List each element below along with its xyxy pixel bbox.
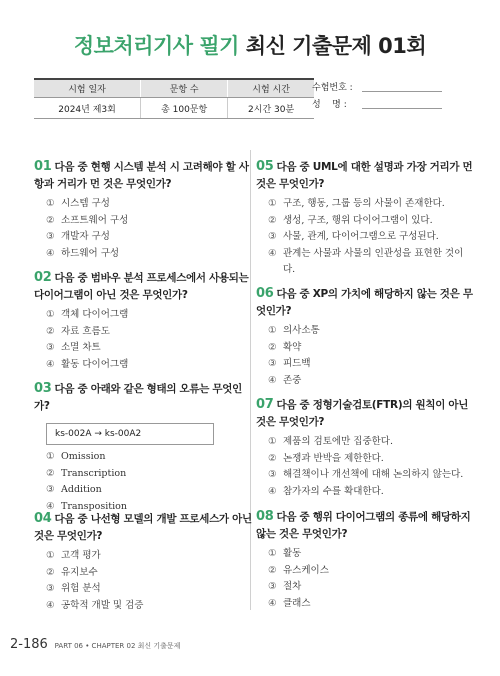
option[interactable]: ② 생성, 구조, 행위 다이어그램이 있다. [268, 214, 433, 226]
question-number: 03 [34, 381, 52, 396]
value-exam-time: 2시간 30분 [228, 98, 314, 119]
option[interactable]: ④ 클래스 [268, 597, 311, 609]
option[interactable]: ④ 하드웨어 구성 [46, 247, 120, 259]
examinee-number-label: 수험번호 : [312, 83, 353, 93]
question-number: 07 [256, 397, 274, 412]
option[interactable]: ① 객체 다이어그램 [46, 309, 129, 320]
question-stem: 다음 중 UML에 대한 설명과 가장 거리가 먼 것은 무엇인가? [256, 161, 473, 190]
question-stem: 다음 중 행위 다이어그램의 종류에 해당하지 않는 것은 무엇인가? [256, 511, 471, 540]
option[interactable]: ② 소프트웨어 구성 [46, 214, 129, 226]
question-06 [256, 285, 474, 389]
value-exam-date: 2024년 제3회 [34, 98, 141, 119]
page-footer [10, 637, 180, 652]
question-number: 02 [34, 270, 52, 285]
value-question-count: 총 100문항 [141, 98, 228, 119]
option[interactable]: ② Transcription [46, 467, 127, 479]
option[interactable]: ④ 참가자의 수를 확대한다. [268, 485, 384, 497]
question-07 [256, 396, 474, 500]
option[interactable]: ④ 공학적 개발 및 검증 [46, 599, 144, 611]
error-example-box: ks-002A → ks-00A2 [46, 423, 214, 445]
question-number: 06 [256, 286, 274, 301]
option[interactable]: ② 논쟁과 반박을 제한한다. [268, 452, 384, 464]
title-subject: 정보처리기사 필기 [73, 34, 239, 58]
option[interactable]: ④ 존중 [268, 374, 302, 386]
option[interactable]: ③ 사물, 관계, 다이어그램으로 구성된다. [268, 231, 439, 242]
option[interactable]: ① 의사소통 [268, 325, 320, 336]
option[interactable]: ③ 위험 분석 [46, 583, 101, 594]
question-stem: 다음 중 범바우 분석 프로세스에서 사용되는 다이어그램이 아닌 것은 무엇인가? [34, 272, 249, 301]
question-number: 08 [256, 509, 274, 524]
question-04 [34, 510, 252, 614]
question-stem: 다음 중 아래와 같은 형태의 오류는 무엇인가? [34, 383, 242, 412]
option[interactable]: ① 구조, 행동, 그룹 등의 사물이 존재한다. [268, 198, 445, 209]
question-stem: 다음 중 나선형 모델의 개발 프로세스가 아닌 것은 무엇인가? [34, 513, 252, 542]
chapter-label: PART 06 • CHAPTER 02 최신 기출문제 [54, 642, 181, 650]
examinee-number-field[interactable] [312, 80, 353, 93]
question-stem: 다음 중 정형기술검토(FTR)의 원칙이 아닌 것은 무엇인가? [256, 399, 469, 428]
question-stem: 다음 중 현행 시스템 분석 시 고려해야 할 사항과 거리가 먼 것은 무엇인가? [34, 161, 249, 190]
question-number: 05 [256, 159, 274, 174]
option[interactable]: ③ 절차 [268, 581, 302, 592]
option[interactable]: ① Omission [46, 451, 106, 462]
option[interactable]: ④ Transposition [46, 500, 127, 512]
option[interactable]: ③ 소멸 차트 [46, 342, 101, 353]
option[interactable]: ① 고객 평가 [46, 550, 101, 561]
header-exam-date: 시험 일자 [34, 79, 141, 98]
page-number: 2-186 [10, 637, 48, 652]
page-title [0, 30, 500, 60]
question-02 [34, 269, 252, 373]
examinee-name-line [362, 108, 442, 109]
exam-info-table [34, 78, 314, 119]
option[interactable]: ③ 피드백 [268, 358, 311, 369]
option[interactable]: ③ Addition [46, 484, 102, 495]
option[interactable]: ② 확약 [268, 341, 302, 353]
option[interactable]: ② 유스케이스 [268, 564, 329, 576]
question-03 [34, 380, 252, 515]
question-08 [256, 508, 474, 612]
header-exam-time: 시험 시간 [228, 79, 314, 98]
header-question-count: 문항 수 [141, 79, 228, 98]
option[interactable]: ③ 개발자 구성 [46, 231, 110, 242]
option[interactable]: ① 시스템 구성 [46, 198, 110, 209]
examinee-name-field[interactable] [312, 97, 347, 110]
question-number: 01 [34, 159, 52, 174]
option[interactable]: ① 제품의 검토에만 집중한다. [268, 436, 394, 447]
option[interactable]: ① 활동 [268, 548, 302, 559]
question-01 [34, 158, 252, 262]
question-number: 04 [34, 511, 52, 526]
examinee-name-label: 성 명 : [312, 100, 347, 110]
option[interactable]: ③ 해결책이나 개선책에 대해 논의하지 않는다. [268, 469, 464, 480]
option[interactable]: ④ 활동 다이어그램 [46, 358, 129, 370]
option[interactable]: ② 자료 흐름도 [46, 325, 110, 337]
title-exam: 최신 기출문제 01회 [245, 34, 427, 58]
option[interactable]: ② 유지보수 [46, 566, 98, 578]
question-05 [256, 158, 474, 279]
question-stem: 다음 중 XP의 가치에 해당하지 않는 것은 무엇인가? [256, 288, 473, 317]
examinee-number-line [362, 91, 442, 92]
option[interactable]: ④ 관계는 사물과 사물의 인관성을 표현한 것이다. [268, 247, 464, 275]
